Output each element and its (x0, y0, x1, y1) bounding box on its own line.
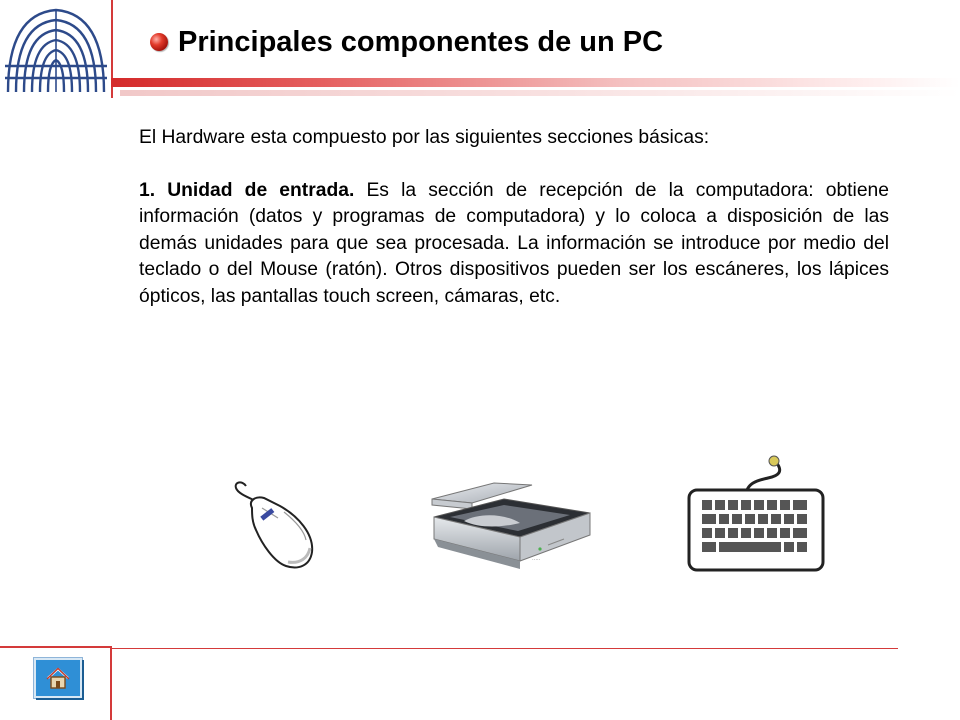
footer-line (112, 648, 898, 649)
header-gradient-bar (111, 78, 960, 87)
scanner-icon (424, 477, 594, 580)
title-area (150, 22, 663, 62)
intro-text: El Hardware esta compuesto por las siguientes secciones básicas: (139, 127, 710, 148)
section-text: Es la sección de recepción de la computadora: obtiene información (datos y programas de computadora) y lo coloca a disposición de las demás unidades para que sea procesada. La información se introduce por medio del teclado o del Mouse (ratón). Otros dispositivos pueden ser los escáneres, los lápices ópticos, las pantallas touch screen, cámaras, etc. (139, 179, 889, 307)
university-logo (0, 0, 112, 92)
main-content (139, 125, 889, 310)
keyboard-icon (686, 454, 826, 572)
home-button[interactable] (34, 658, 82, 698)
header-gradient-bar-shadow (120, 90, 960, 96)
mouse-icon (228, 478, 320, 574)
bullet-icon (150, 33, 168, 51)
svg-text:·····: ····· (532, 557, 541, 563)
section-heading: 1. Unidad de entrada. (139, 179, 355, 201)
home-icon (45, 666, 71, 690)
input-unit-paragraph (139, 178, 889, 311)
page-title: Principales componentes de un PC (178, 25, 664, 58)
